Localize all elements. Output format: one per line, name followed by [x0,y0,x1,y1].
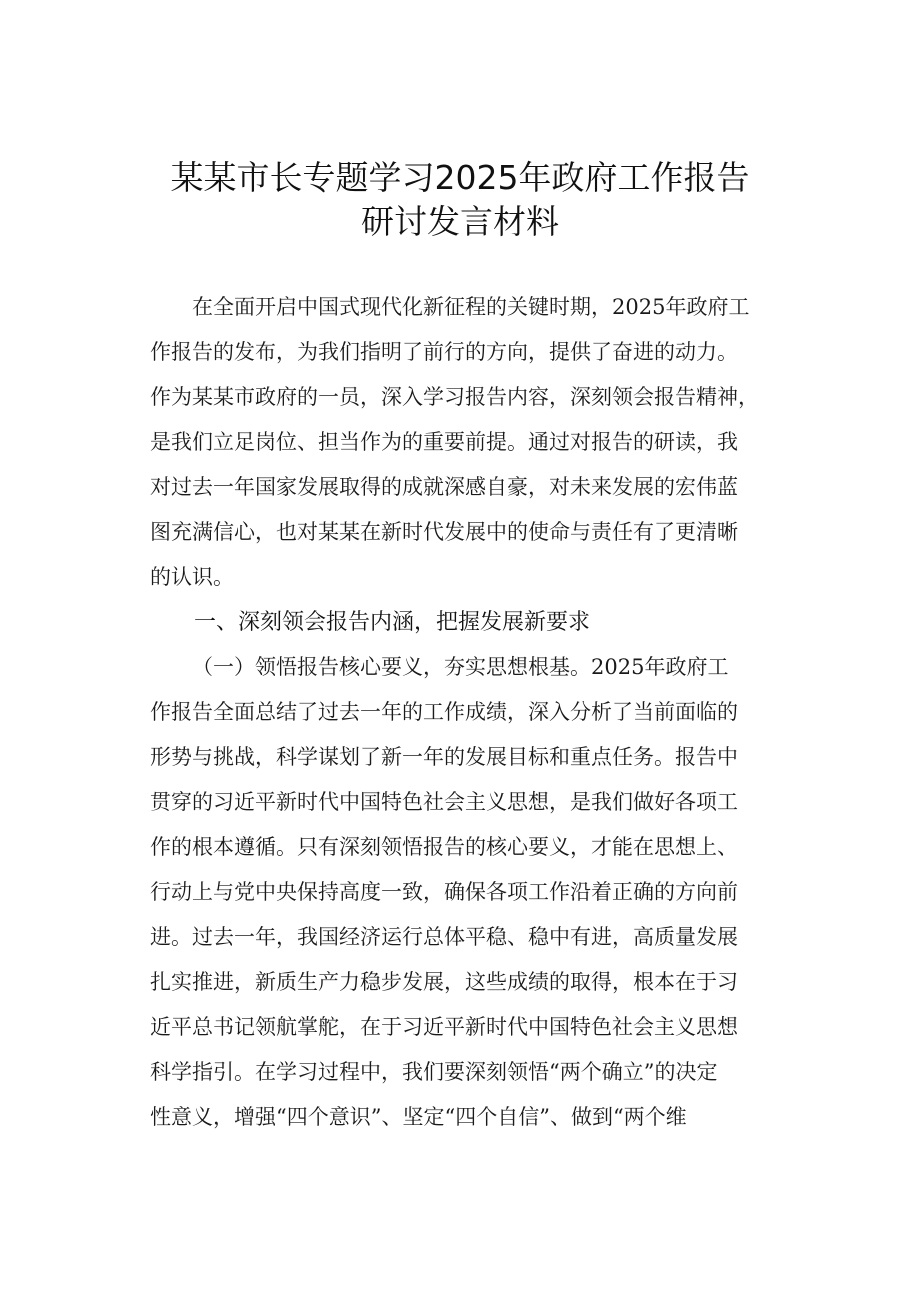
intro-paragraph-line: 的认识。 [150,565,234,589]
subsection-paragraph-line: 科学指引。在学习过程中，我们要深刻领悟“两个确立”的决定 [150,1060,718,1084]
document-body [150,285,800,1140]
section-heading-1: 一、深刻领会报告内涵，把握发展新要求 [194,610,591,635]
intro-paragraph-line: 在全面开启中国式现代化新征程的关键时期，2025年政府工 [192,295,750,319]
subsection-paragraph-line: 贯穿的习近平新时代中国特色社会主义思想，是我们做好各项工 [150,790,738,814]
subsection-paragraph-1 [150,645,800,1140]
subsection-paragraph-line: 作报告全面总结了过去一年的工作成绩，深入分析了当前面临的 [150,700,738,724]
intro-paragraph-line: 是我们立足岗位、担当作为的重要前提。通过对报告的研读，我 [150,430,738,454]
subsection-paragraph-line: 近平总书记领航掌舵，在于习近平新时代中国特色社会主义思想 [150,1015,738,1039]
subsection-paragraph-line: 扎实推进，新质生产力稳步发展，这些成绩的取得，根本在于习 [150,970,738,994]
intro-paragraph [150,285,800,600]
subsection-paragraph-line: 进。过去一年，我国经济运行总体平稳、稳中有进，高质量发展 [150,925,738,949]
subsection-paragraph-line: 作的根本遵循。只有深刻领悟报告的核心要义，才能在思想上、 [150,835,738,859]
subsection-paragraph-line: 形势与挑战，科学谋划了新一年的发展目标和重点任务。报告中 [150,745,738,769]
subsection-paragraph-line: 行动上与党中央保持高度一致，确保各项工作沿着正确的方向前 [150,880,738,904]
intro-paragraph-line: 对过去一年国家发展取得的成就深感自豪，对未来发展的宏伟蓝 [150,475,738,499]
intro-paragraph-line: 图充满信心，也对某某在新时代发展中的使命与责任有了更清晰 [150,520,738,544]
document-title-line-1: 某某市长专题学习2025年政府工作报告 [170,158,750,197]
subsection-paragraph-line: （一）领悟报告核心要义，夯实思想根基。2025年政府工 [192,655,729,679]
subsection-paragraph-line: 性意义，增强“四个意识”、坚定“四个自信”、做到“两个维 [150,1105,687,1129]
document-title-line-2: 研讨发言材料 [361,202,559,241]
intro-paragraph-line: 作报告的发布，为我们指明了前行的方向，提供了奋进的动力。 [150,340,738,364]
intro-paragraph-line: 作为某某市政府的一员，深入学习报告内容，深刻领会报告精神， [150,385,759,409]
